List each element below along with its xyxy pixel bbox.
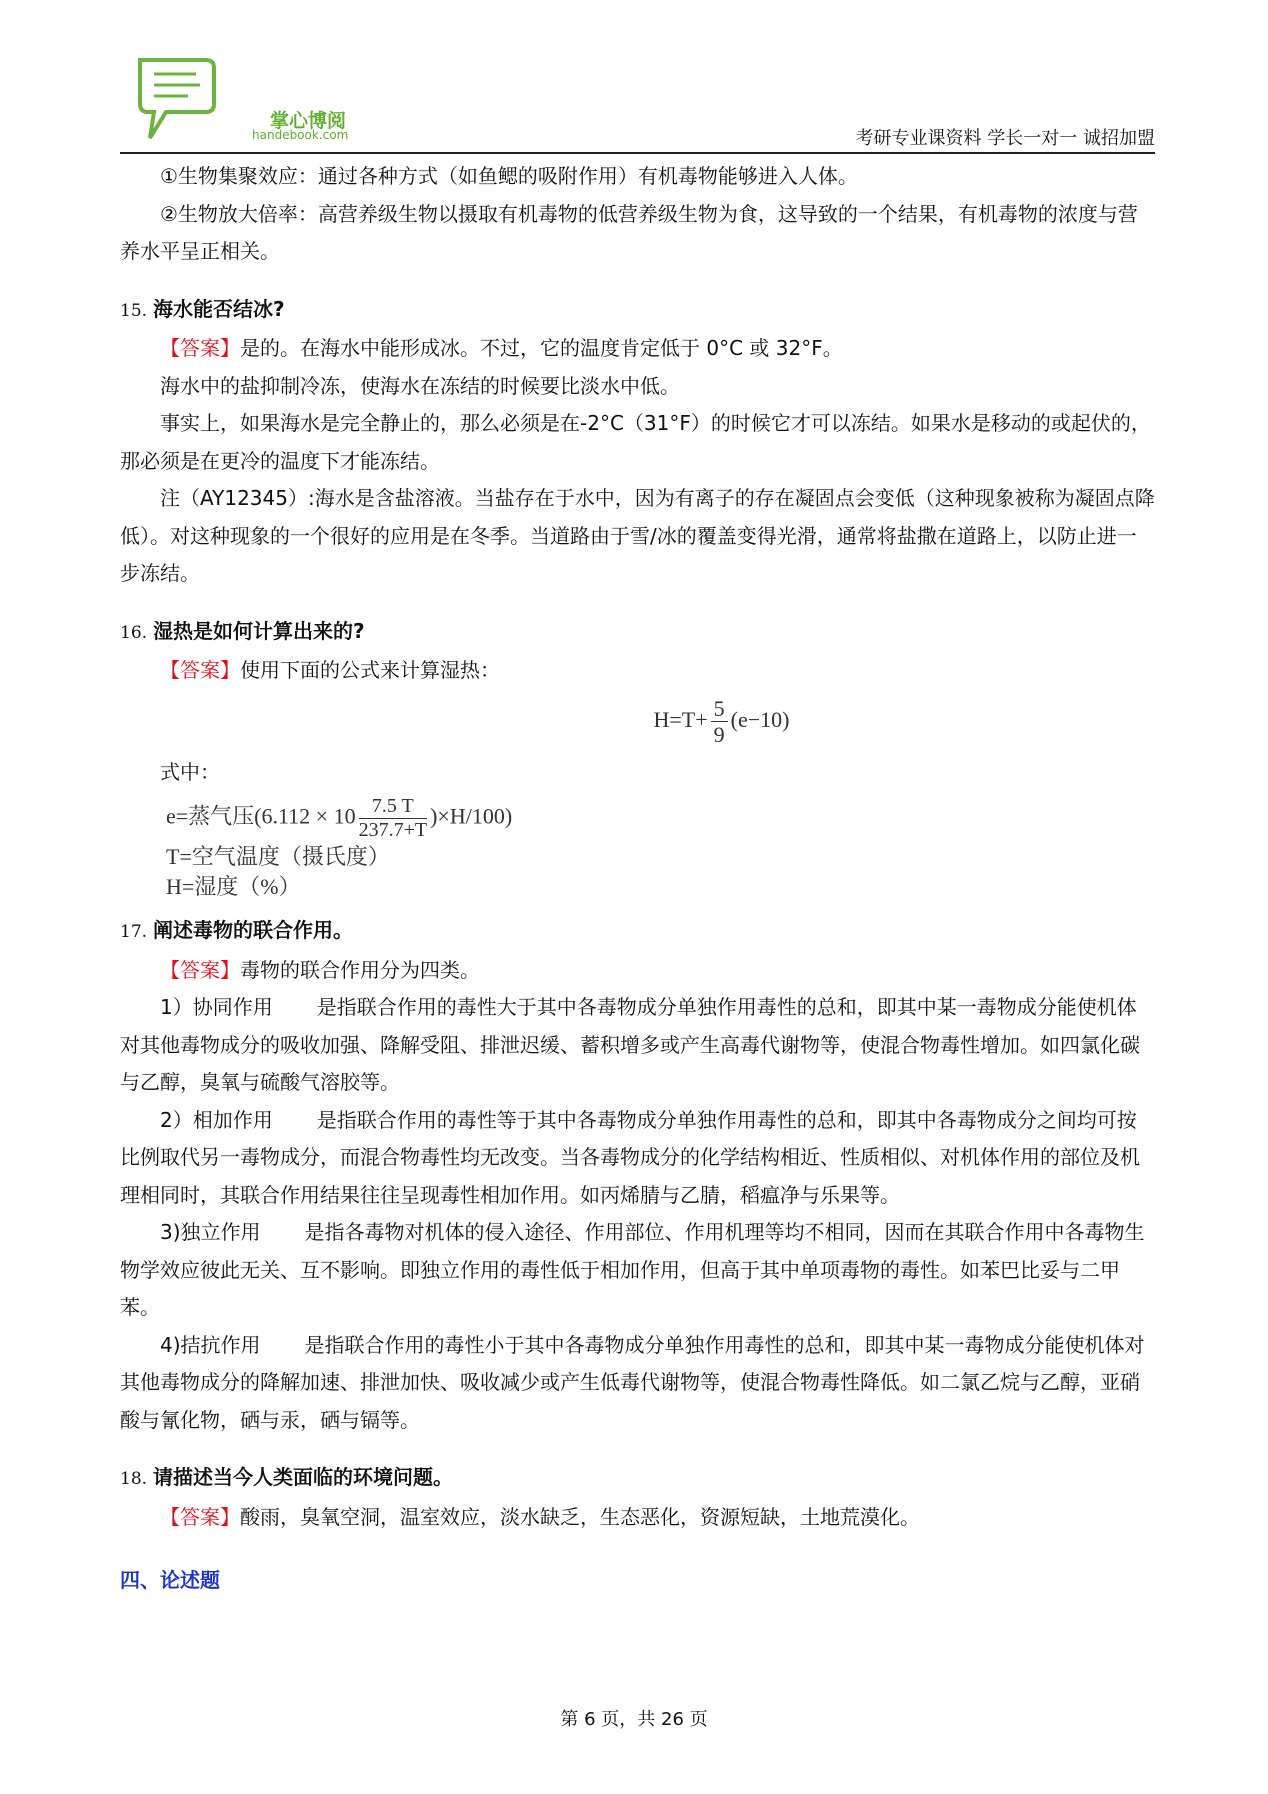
question-title: 阐述毒物的联合作用。 bbox=[153, 918, 354, 942]
item-text: 是指联合作用的毒性小于其中各毒物成分单独作用毒性的总和，即其中某一毒物成分能使机体对其他毒物成分的降解加速、排泄加快、吸收减少或产生低毒代谢物等，使混合物毒性降低。如二氯乙烷与乙醇，亚硝酸与氰化物，硒与汞，硒与镉等。 bbox=[120, 1332, 1145, 1432]
joint-action-item bbox=[120, 1327, 1155, 1440]
variable-e-right: )×H/100) bbox=[430, 803, 513, 829]
answer-17 bbox=[120, 952, 1155, 990]
item-label: 1）协同作用 bbox=[160, 995, 273, 1019]
logo-url: handebook.com bbox=[252, 128, 349, 142]
question-number: 16. bbox=[120, 622, 148, 643]
question-15 bbox=[120, 291, 1155, 331]
answer-text: 毒物的联合作用分为四类。 bbox=[240, 957, 480, 982]
question-title: 海水能否结冰? bbox=[153, 296, 285, 321]
answer-text: 使用下面的公式来计算湿热： bbox=[240, 658, 500, 682]
variable-h: H=湿度（%） bbox=[166, 874, 301, 899]
joint-action-item bbox=[120, 1214, 1155, 1327]
question-title: 湿热是如何计算出来的? bbox=[153, 618, 365, 643]
page-footer: 第 6 页，共 26 页 bbox=[560, 1709, 708, 1730]
joint-action-item bbox=[120, 1102, 1155, 1215]
joint-action-item bbox=[120, 989, 1155, 1102]
answer-text: 是的。在海水中能形成冰。不过，它的温度肯定低于 0°C 或 32°F。 bbox=[240, 336, 843, 360]
answer-15-p1: 海水中的盐抑制冷冻，使海水在冻结的时候要比淡水中低。 bbox=[160, 373, 680, 398]
item-text: 是指各毒物对机体的侵入途径、作用部位、作用机理等均不相同，因而在其联合作用中各毒物生物学效应彼此无关、互不影响。即独立作用的毒性低于相加作用，但高于其中单项毒物的毒性。如苯巴比妥与二甲苯。 bbox=[120, 1220, 1145, 1319]
fraction-numerator: 5 bbox=[711, 696, 728, 722]
logo-text: 掌心博阅 bbox=[270, 110, 347, 132]
formula-left: H=T+ bbox=[653, 706, 708, 732]
humidex-formula bbox=[288, 696, 1155, 752]
intro-item-2: ②生物放大倍率：高营养级生物以摄取有机毒物的低营养级生物为食，这导致的一个结果，有机毒物的浓度与营养水平呈正相关。 bbox=[120, 201, 1138, 263]
header-divider bbox=[120, 152, 1155, 154]
formula-fraction bbox=[711, 696, 728, 748]
question-17 bbox=[120, 912, 1155, 952]
exponent-numerator: 7.5 T bbox=[359, 795, 428, 819]
exponent-fraction bbox=[359, 795, 428, 842]
item-text: 是指联合作用的毒性大于其中各毒物成分单独作用毒性的总和，即其中某一毒物成分能使机体对其他毒物成分的吸收加强、降解受阻、排泄迟缓、蓄积增多或产生高毒代谢物等，使混合物毒性增加。如四氯化碳与乙醇，臭氧与硫酸气溶胶等。 bbox=[120, 995, 1140, 1094]
item-label: 2）相加作用 bbox=[160, 1107, 273, 1132]
formula-variables bbox=[166, 795, 1155, 902]
answer-15-p3: 注（AY12345）:海水是含盐溶液。当盐存在于水中，因为有离子的存在凝固点会变低（这种现象被称为凝固点降低）。对这种现象的一个很好的应用是在冬季。当道路由于雪/冰的覆盖变得光滑，通常将盐撒在道路上，以防止进一步冻结。 bbox=[120, 486, 1155, 585]
header-slogan: 考研专业课资料 学长一对一 诚招加盟 bbox=[855, 128, 1155, 149]
variable-t: T=空气温度（摄氏度） bbox=[166, 844, 390, 869]
answer-text: 酸雨，臭氧空洞，温室效应，淡水缺乏，生态恶化，资源短缺，土地荒漠化。 bbox=[240, 1504, 920, 1529]
answer-18 bbox=[120, 1499, 1155, 1537]
answer-tag: 【答案】 bbox=[160, 957, 240, 982]
question-number: 15. bbox=[120, 300, 148, 321]
intro-item-1: ①生物集聚效应：通过各种方式（如鱼鳃的吸附作用）有机毒物能够进入人体。 bbox=[160, 164, 858, 188]
fraction-denominator: 9 bbox=[713, 721, 725, 747]
variable-e bbox=[166, 795, 1155, 842]
formula-right: (e−10) bbox=[730, 706, 790, 732]
answer-tag: 【答案】 bbox=[160, 658, 240, 682]
answer-15 bbox=[120, 330, 1155, 368]
question-title: 请描述当今人类面临的环境问题。 bbox=[153, 1465, 454, 1489]
formula-where: 式中： bbox=[160, 759, 220, 784]
question-number: 18. bbox=[120, 1469, 148, 1489]
page-header bbox=[120, 58, 1155, 153]
page-content bbox=[120, 158, 1155, 1600]
answer-16 bbox=[120, 652, 1155, 690]
question-16 bbox=[120, 613, 1155, 653]
variable-e-left: e=蒸气压(6.112 × 10 bbox=[166, 803, 356, 829]
answer-15-p2: 事实上，如果海水是完全静止的，那么必须是在-2°C（31°F）的时候它才可以冻结。如果水是移动的或起伏的，那必须是在更冷的温度下才能冻结。 bbox=[120, 411, 1151, 473]
answer-tag: 【答案】 bbox=[160, 336, 240, 360]
item-label: 4)拮抗作用 bbox=[160, 1332, 261, 1357]
answer-tag: 【答案】 bbox=[160, 1504, 240, 1529]
item-label: 3)独立作用 bbox=[160, 1220, 261, 1244]
question-18 bbox=[120, 1459, 1155, 1499]
item-text: 是指联合作用的毒性等于其中各毒物成分单独作用毒性的总和，即其中各毒物成分之间均可按比例取代另一毒物成分，而混合物毒性均无改变。当各毒物成分的化学结构相近、性质相似、对机体作用的部位及机理相同时，其联合作用结果往往呈现毒性相加作用。如丙烯腈与乙腈，稻瘟净与乐果等。 bbox=[120, 1107, 1140, 1207]
exponent-denominator: 237.7+T bbox=[358, 819, 428, 841]
question-number: 17. bbox=[120, 922, 148, 942]
section-title: 四、论述题 bbox=[120, 1568, 220, 1592]
